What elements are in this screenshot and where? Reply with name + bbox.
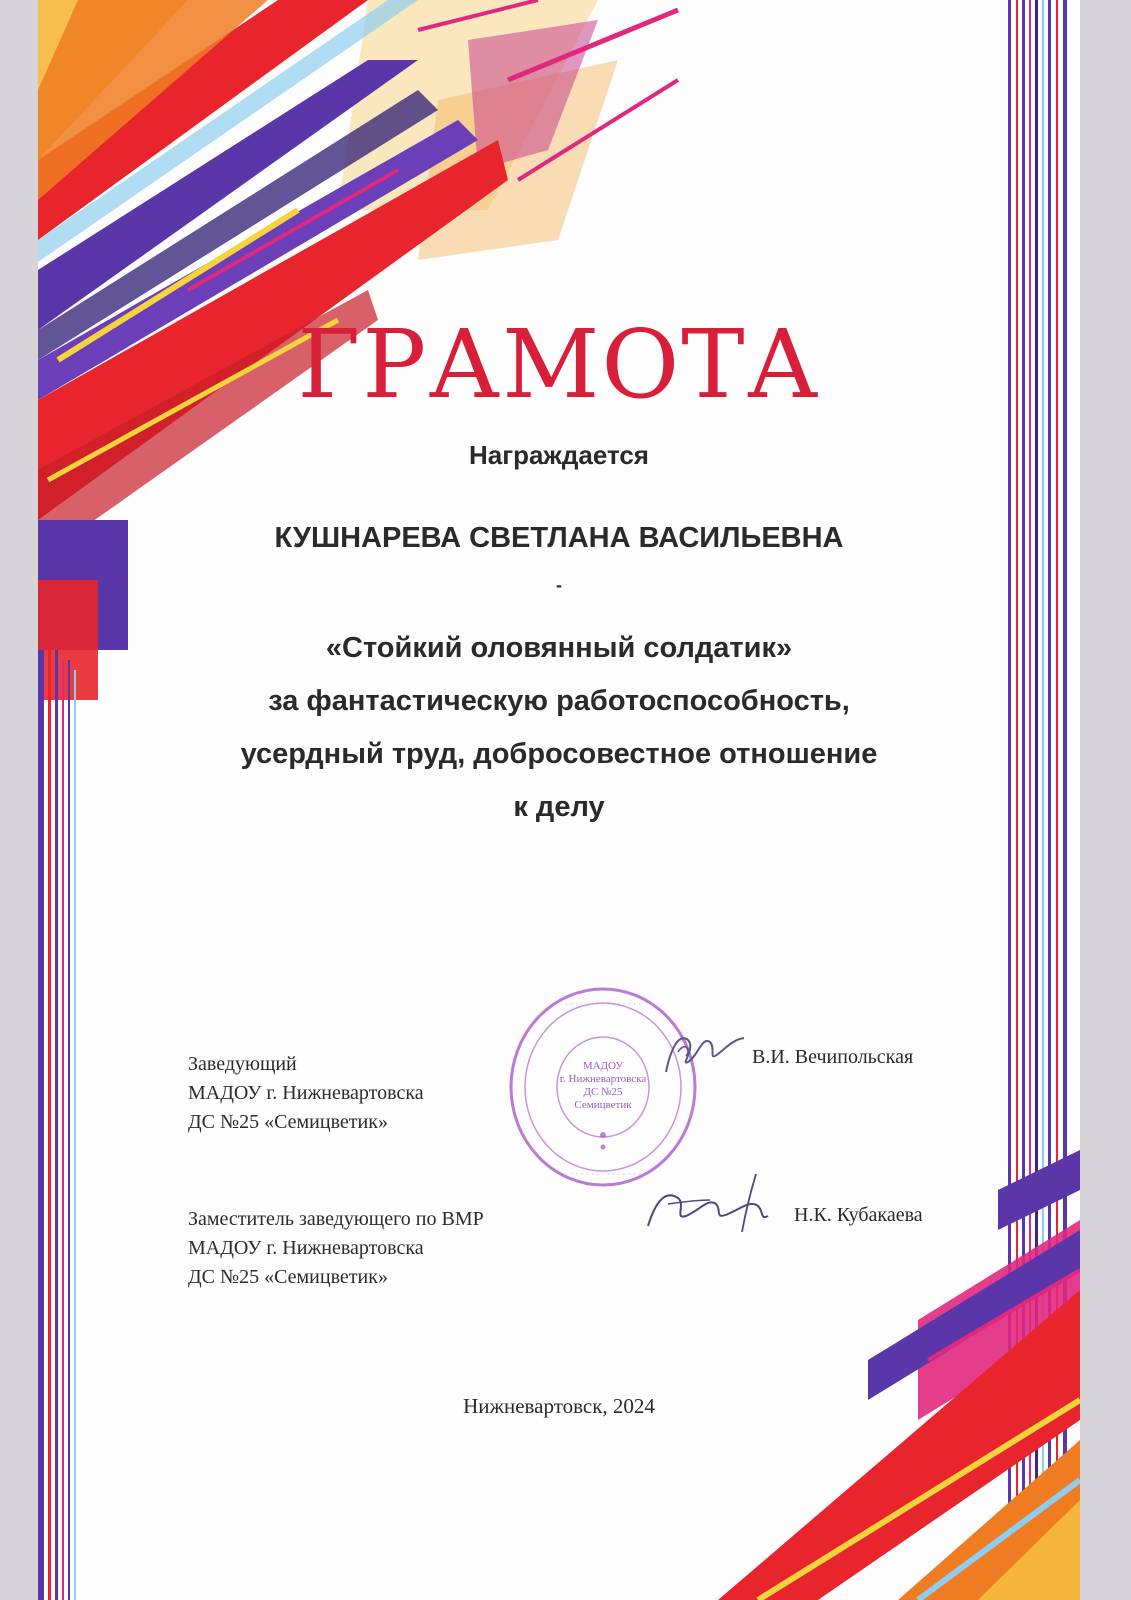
signatory-position-line: Заместитель заведующего по ВМР [188,1208,484,1230]
signatory-position-line: ДС №25 «Семицветик» [188,1111,388,1133]
seal-text-line: ДС №25 [583,1086,623,1098]
signatory-position-line: МАДОУ г. Нижневартовска [188,1237,424,1259]
reason-line: усердный труд, добросовестное отношение [240,738,878,770]
signatory-name: В.И. Вечипольская [752,1046,914,1068]
signatory-position-line: МАДОУ г. Нижневартовска [188,1082,424,1104]
signatory-name: Н.К. Кубакаева [794,1204,923,1226]
seal-text-line: г. Нижневартовска [559,1073,647,1085]
recipient-name: КУШНАРЕВА СВЕТЛАНА ВАСИЛЬЕВНА [274,522,844,554]
nomination-title: «Стойкий оловянный солдатик» [325,632,793,664]
reason-line: к делу [513,791,605,823]
separator-dash: - [556,575,562,595]
certificate-title: ГРАМОТА [297,310,821,420]
signature-scribble [638,1160,788,1240]
signatory-position-line: ДС №25 «Семицветик» [188,1266,388,1288]
certificate-page [38,0,1080,1600]
svg-text:· · · · · · · · · · · · · · ·: · · · · · · · · · · · · · · · [564,1169,642,1179]
reason-line: за фантастическую работоспособность, [268,685,850,717]
seal-text-line: МАДОУ [582,1060,624,1072]
place-and-year: Нижневартовск, 2024 [463,1394,655,1418]
signatory-position-line: Заведующий [188,1053,297,1075]
seal-text-line: Семицветик [574,1099,632,1111]
svg-text:· · · · · · · · · · · · · · ·: · · · · · · · · · · · · · · · [564,999,642,1009]
awarded-label: Награждается [469,440,649,470]
signature-scribble [658,1022,748,1082]
